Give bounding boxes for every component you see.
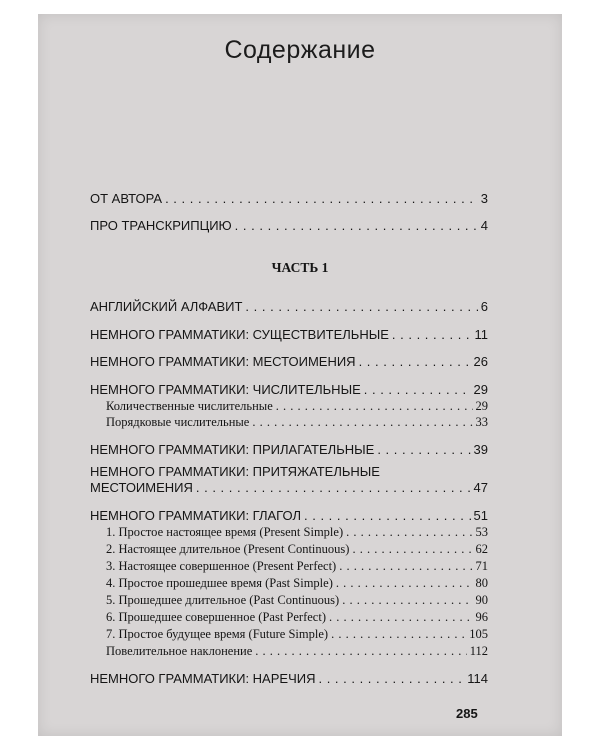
toc-entry-page: 47 [473, 480, 488, 495]
toc-entry-page: 26 [473, 354, 488, 369]
book-page [38, 14, 562, 736]
toc-entry-page: 90 [475, 593, 488, 607]
toc-entry-label: МЕСТОИМЕНИЯ [90, 480, 193, 495]
toc-entry-author[interactable] [90, 191, 488, 206]
toc-entry-page: 80 [475, 576, 488, 590]
toc-entry-page: 51 [473, 508, 488, 523]
toc-subentry-future-simple[interactable] [106, 627, 488, 642]
leader-dots [342, 593, 472, 608]
toc-entry-alphabet[interactable] [90, 299, 488, 314]
toc-entry-label: 7. Простое будущее время (Future Simple) [106, 627, 329, 641]
toc-entry-label: 3. Настоящее совершенное (Present Perfect) [106, 559, 337, 573]
part-heading: ЧАСТЬ 1 [271, 260, 329, 275]
toc-entry-label: НЕМНОГО ГРАММАТИКИ: СУЩЕСТВИТЕЛЬНЫЕ [90, 327, 389, 342]
toc-entry-label: ПРО ТРАНСКРИПЦИЮ [90, 218, 232, 233]
leader-dots [352, 542, 472, 557]
toc-subentry-present-perfect[interactable] [106, 559, 488, 574]
leader-dots [318, 671, 464, 686]
toc-entry-label: НЕМНОГО ГРАММАТИКИ: ПРИЛАГАТЕЛЬНЫЕ [90, 442, 375, 457]
toc-subentry-ordinal[interactable] [106, 415, 488, 430]
toc-entry-page: 114 [467, 671, 488, 686]
toc-entry-page: 112 [469, 644, 488, 658]
page-number: 285 [456, 706, 478, 721]
toc-entry-page: 96 [475, 610, 488, 624]
toc-entry-page: 29 [473, 382, 488, 397]
toc-entry-page: 4 [480, 218, 488, 233]
leader-dots [364, 382, 471, 397]
toc-entry-page: 105 [469, 627, 488, 641]
toc-entry-adjectives[interactable] [90, 442, 488, 457]
leader-dots [245, 299, 477, 314]
toc-entry-label: Повелительное наклонение [106, 644, 253, 658]
leader-dots [304, 508, 471, 523]
leader-dots [346, 525, 472, 540]
toc-subentry-present-simple[interactable] [106, 525, 488, 540]
leader-dots [392, 327, 472, 342]
toc-entry-label: НЕМНОГО ГРАММАТИКИ: НАРЕЧИЯ [90, 671, 316, 686]
toc-entry-label: НЕМНОГО ГРАММАТИКИ: ЧИСЛИТЕЛЬНЫЕ [90, 382, 361, 397]
toc-subentry-present-continuous[interactable] [106, 542, 488, 557]
toc-entry-label: НЕМНОГО ГРАММАТИКИ: ПРИТЯЖАТЕЛЬНЫЕ [90, 464, 380, 479]
leader-dots [196, 480, 471, 495]
toc-entry-label: 5. Прошедшее длительное (Past Continuous) [106, 593, 340, 607]
toc-subentry-imperative[interactable] [106, 644, 488, 659]
toc-entry-label: НЕМНОГО ГРАММАТИКИ: МЕСТОИМЕНИЯ [90, 354, 356, 369]
leader-dots [377, 442, 470, 457]
toc-subentry-past-continuous[interactable] [106, 593, 488, 608]
toc-entry-label: Количественные числительные [106, 399, 273, 413]
toc-entry-label: НЕМНОГО ГРАММАТИКИ: ГЛАГОЛ [90, 508, 301, 523]
toc-entry-label: Порядковые числительные [106, 415, 250, 429]
toc-entry-label: 1. Простое настоящее время (Present Simple) [106, 525, 344, 539]
leader-dots [329, 610, 473, 625]
toc-entry-possessive[interactable] [90, 464, 488, 479]
toc-entry-label: 2. Настоящее длительное (Present Continuous) [106, 542, 350, 556]
toc-entry-label: 6. Прошедшее совершенное (Past Perfect) [106, 610, 326, 624]
toc-subentry-cardinal[interactable] [106, 399, 488, 414]
toc-entry-page: 39 [473, 442, 488, 457]
toc-entry-transcription[interactable] [90, 218, 488, 233]
toc-entry-label: ОТ АВТОРА [90, 191, 163, 206]
toc-entry-adverbs[interactable] [90, 671, 488, 686]
toc-entry-pronouns[interactable] [90, 354, 488, 369]
toc-entry-nouns[interactable] [90, 327, 488, 342]
leader-dots [359, 354, 471, 369]
leader-dots [255, 644, 466, 659]
toc-subentry-past-perfect[interactable] [106, 610, 488, 625]
leader-dots [331, 627, 466, 642]
toc-entry-numerals[interactable] [90, 382, 488, 397]
toc-entry-page: 62 [475, 542, 488, 556]
leader-dots [165, 191, 478, 206]
page-title: Содержание [224, 36, 376, 64]
toc-entry-verb[interactable] [90, 508, 488, 523]
toc-entry-page: 11 [474, 327, 488, 342]
toc-entry-page: 3 [480, 191, 488, 206]
leader-dots [252, 415, 472, 430]
toc-entry-label: АНГЛИЙСКИЙ АЛФАВИТ [90, 299, 243, 314]
leader-dots [339, 559, 472, 574]
toc-entry-page: 53 [475, 525, 488, 539]
toc-entry-page: 29 [475, 399, 488, 413]
toc-entry-label: 4. Простое прошедшее время (Past Simple) [106, 576, 333, 590]
leader-dots [336, 576, 473, 591]
toc-entry-page: 33 [475, 415, 488, 429]
leader-dots [235, 218, 478, 233]
leader-dots [276, 399, 473, 414]
toc-subentry-past-simple[interactable] [106, 576, 488, 591]
toc-entry-page: 6 [480, 299, 488, 314]
toc-entry-possessive-cont[interactable] [90, 480, 488, 495]
toc-entry-page: 71 [475, 559, 488, 573]
